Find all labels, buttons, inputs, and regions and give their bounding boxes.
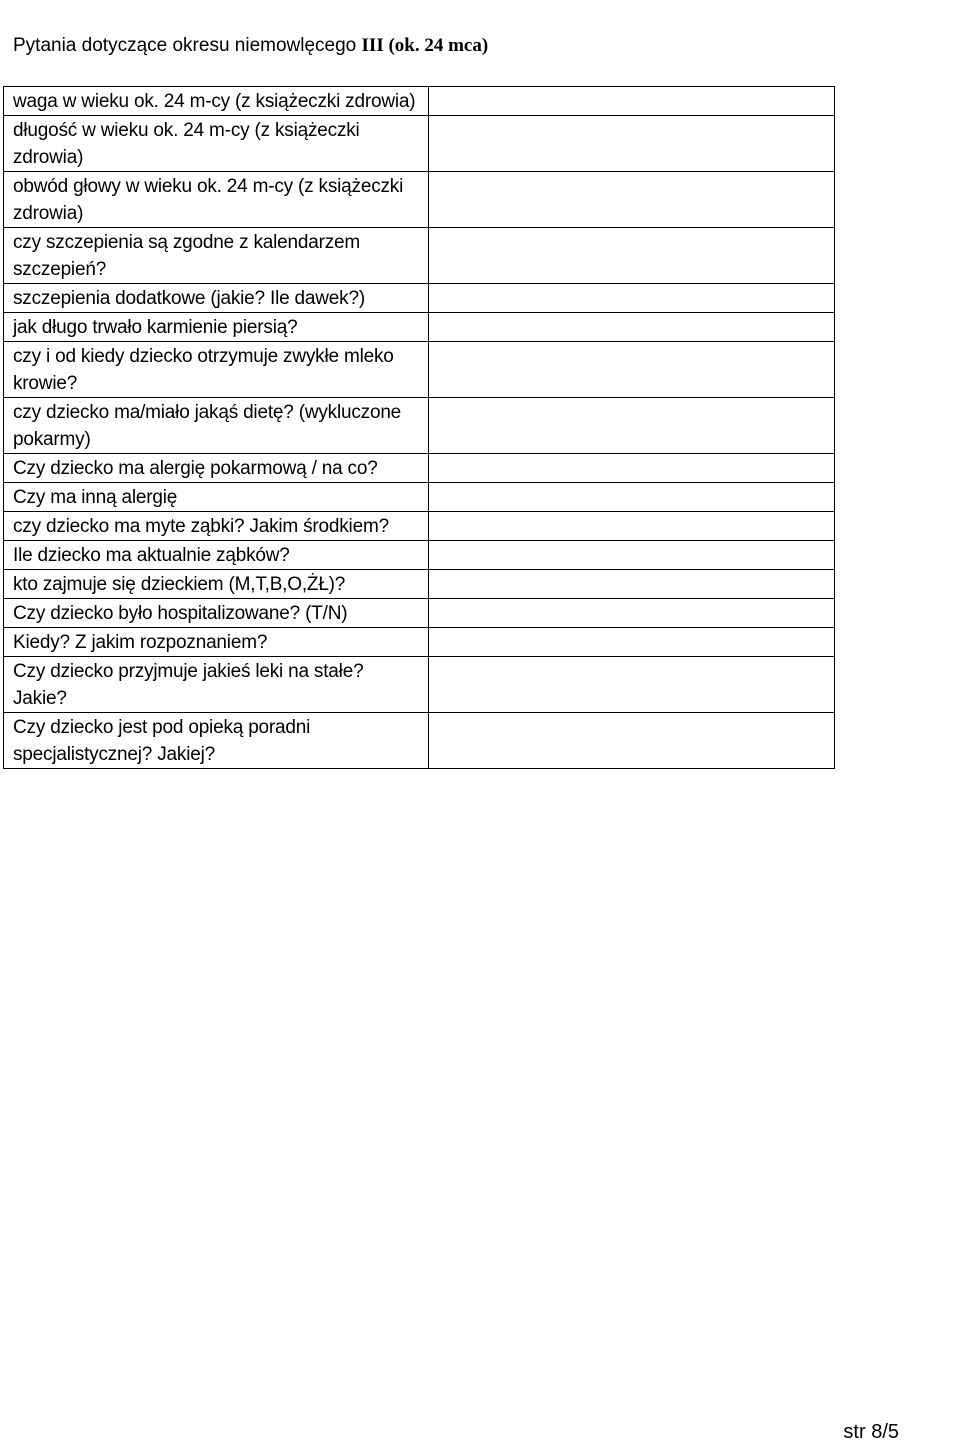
question-text: kto zajmuje się dzieckiem (M,T,B,O,ŻŁ)? xyxy=(13,574,346,595)
question-text: waga w wieku ok. 24 m-cy (z książeczki zdrowia) xyxy=(13,91,416,112)
question-cell xyxy=(4,454,429,483)
page-title-suffix: III (ok. 24 mca) xyxy=(361,35,489,56)
question-text: jak długo trwało karmienie piersią? xyxy=(13,317,298,338)
question-cell xyxy=(4,483,429,512)
page-number: str 8/5 xyxy=(843,1421,899,1443)
question-row xyxy=(4,628,835,657)
question-cell xyxy=(4,628,429,657)
question-text: obwód głowy w wieku ok. 24 m-cy (z książeczki zdrowia) xyxy=(13,176,404,224)
question-cell xyxy=(4,313,429,342)
question-text: Czy dziecko ma alergię pokarmową / na co? xyxy=(13,458,378,479)
question-text: czy dziecko ma myte ząbki? Jakim środkiem? xyxy=(13,516,389,537)
answer-cell[interactable] xyxy=(429,342,835,398)
question-row xyxy=(4,87,835,116)
question-text: Czy dziecko jest pod opieką poradni specjalistycznej? Jakiej? xyxy=(13,717,311,765)
question-cell xyxy=(4,228,429,284)
question-row xyxy=(4,228,835,284)
question-text: Kiedy? Z jakim rozpoznaniem? xyxy=(13,632,268,653)
question-text: Czy dziecko przyjmuje jakieś leki na stałe? Jakie? xyxy=(13,661,364,709)
question-cell xyxy=(4,398,429,454)
question-row xyxy=(4,599,835,628)
answer-cell[interactable] xyxy=(429,284,835,313)
answer-cell[interactable] xyxy=(429,713,835,769)
answer-cell[interactable] xyxy=(429,483,835,512)
answer-cell[interactable] xyxy=(429,87,835,116)
question-text: czy szczepienia są zgodne z kalendarzem szczepień? xyxy=(13,232,361,280)
question-row xyxy=(4,398,835,454)
question-row xyxy=(4,570,835,599)
question-text: Czy ma inną alergię xyxy=(13,487,178,508)
answer-cell[interactable] xyxy=(429,541,835,570)
question-cell xyxy=(4,284,429,313)
answer-cell[interactable] xyxy=(429,398,835,454)
question-cell xyxy=(4,512,429,541)
question-cell xyxy=(4,116,429,172)
question-row xyxy=(4,483,835,512)
question-row xyxy=(4,313,835,342)
question-cell xyxy=(4,570,429,599)
question-row xyxy=(4,172,835,228)
question-cell xyxy=(4,342,429,398)
answer-cell[interactable] xyxy=(429,599,835,628)
question-row xyxy=(4,713,835,769)
question-row xyxy=(4,541,835,570)
answer-cell[interactable] xyxy=(429,628,835,657)
answer-cell[interactable] xyxy=(429,570,835,599)
questionnaire-body xyxy=(4,87,835,769)
question-text: szczepienia dodatkowe (jakie? Ile dawek?) xyxy=(13,288,365,309)
answer-cell[interactable] xyxy=(429,657,835,713)
question-text: czy dziecko ma/miało jakąś dietę? (wykluczone pokarmy) xyxy=(13,402,402,450)
page-title-main: Pytania dotyczące okresu niemowlęcego xyxy=(13,35,362,56)
answer-cell[interactable] xyxy=(429,228,835,284)
question-cell xyxy=(4,713,429,769)
question-text: Ile dziecko ma aktualnie ząbków? xyxy=(13,545,290,566)
answer-cell[interactable] xyxy=(429,454,835,483)
answer-cell[interactable] xyxy=(429,512,835,541)
answer-cell[interactable] xyxy=(429,116,835,172)
question-cell xyxy=(4,541,429,570)
answer-cell[interactable] xyxy=(429,313,835,342)
question-row xyxy=(4,454,835,483)
question-row xyxy=(4,284,835,313)
question-text: czy i od kiedy dziecko otrzymuje zwykłe mleko krowie? xyxy=(13,346,394,394)
page-title xyxy=(13,34,488,58)
questionnaire-table xyxy=(3,86,835,769)
question-cell xyxy=(4,657,429,713)
question-cell xyxy=(4,599,429,628)
question-cell xyxy=(4,87,429,116)
question-text: Czy dziecko było hospitalizowane? (T/N) xyxy=(13,603,348,624)
question-row xyxy=(4,116,835,172)
question-text: długość w wieku ok. 24 m-cy (z książeczki zdrowia) xyxy=(13,120,360,168)
question-row xyxy=(4,512,835,541)
question-row xyxy=(4,657,835,713)
question-cell xyxy=(4,172,429,228)
answer-cell[interactable] xyxy=(429,172,835,228)
question-row xyxy=(4,342,835,398)
